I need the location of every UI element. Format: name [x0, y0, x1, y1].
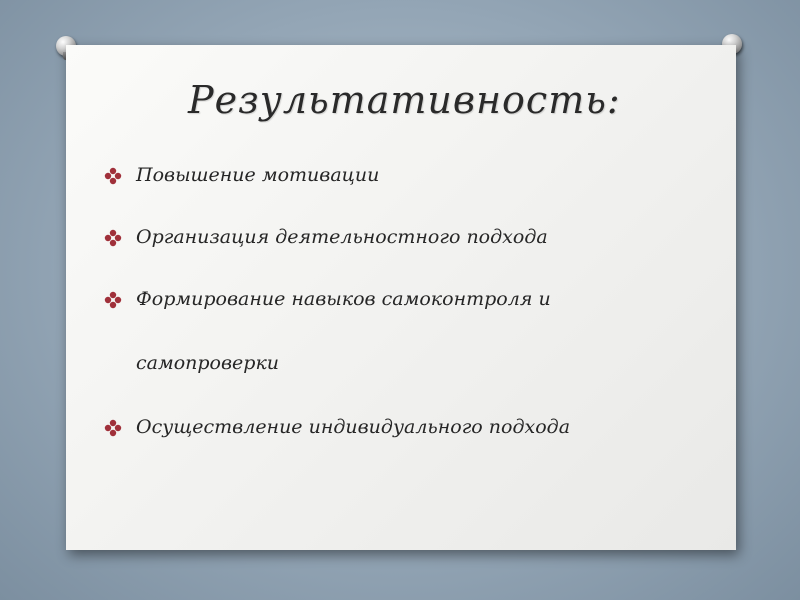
bullet-text: Осуществление индивидуального подхода	[136, 416, 571, 438]
bullet-text: Повышение мотивации	[136, 164, 380, 186]
bullet-text-continuation: самопроверки	[136, 352, 280, 374]
diamond-bullet-icon	[104, 229, 122, 247]
slide-title: Результативность:	[188, 78, 621, 122]
diamond-bullet-icon	[104, 291, 122, 309]
diamond-bullet-icon	[104, 167, 122, 185]
bullet-text: Организация деятельностного подхода	[136, 226, 548, 248]
diamond-bullet-icon	[104, 419, 122, 437]
bullet-text: Формирование навыков самоконтроля и	[136, 288, 551, 310]
